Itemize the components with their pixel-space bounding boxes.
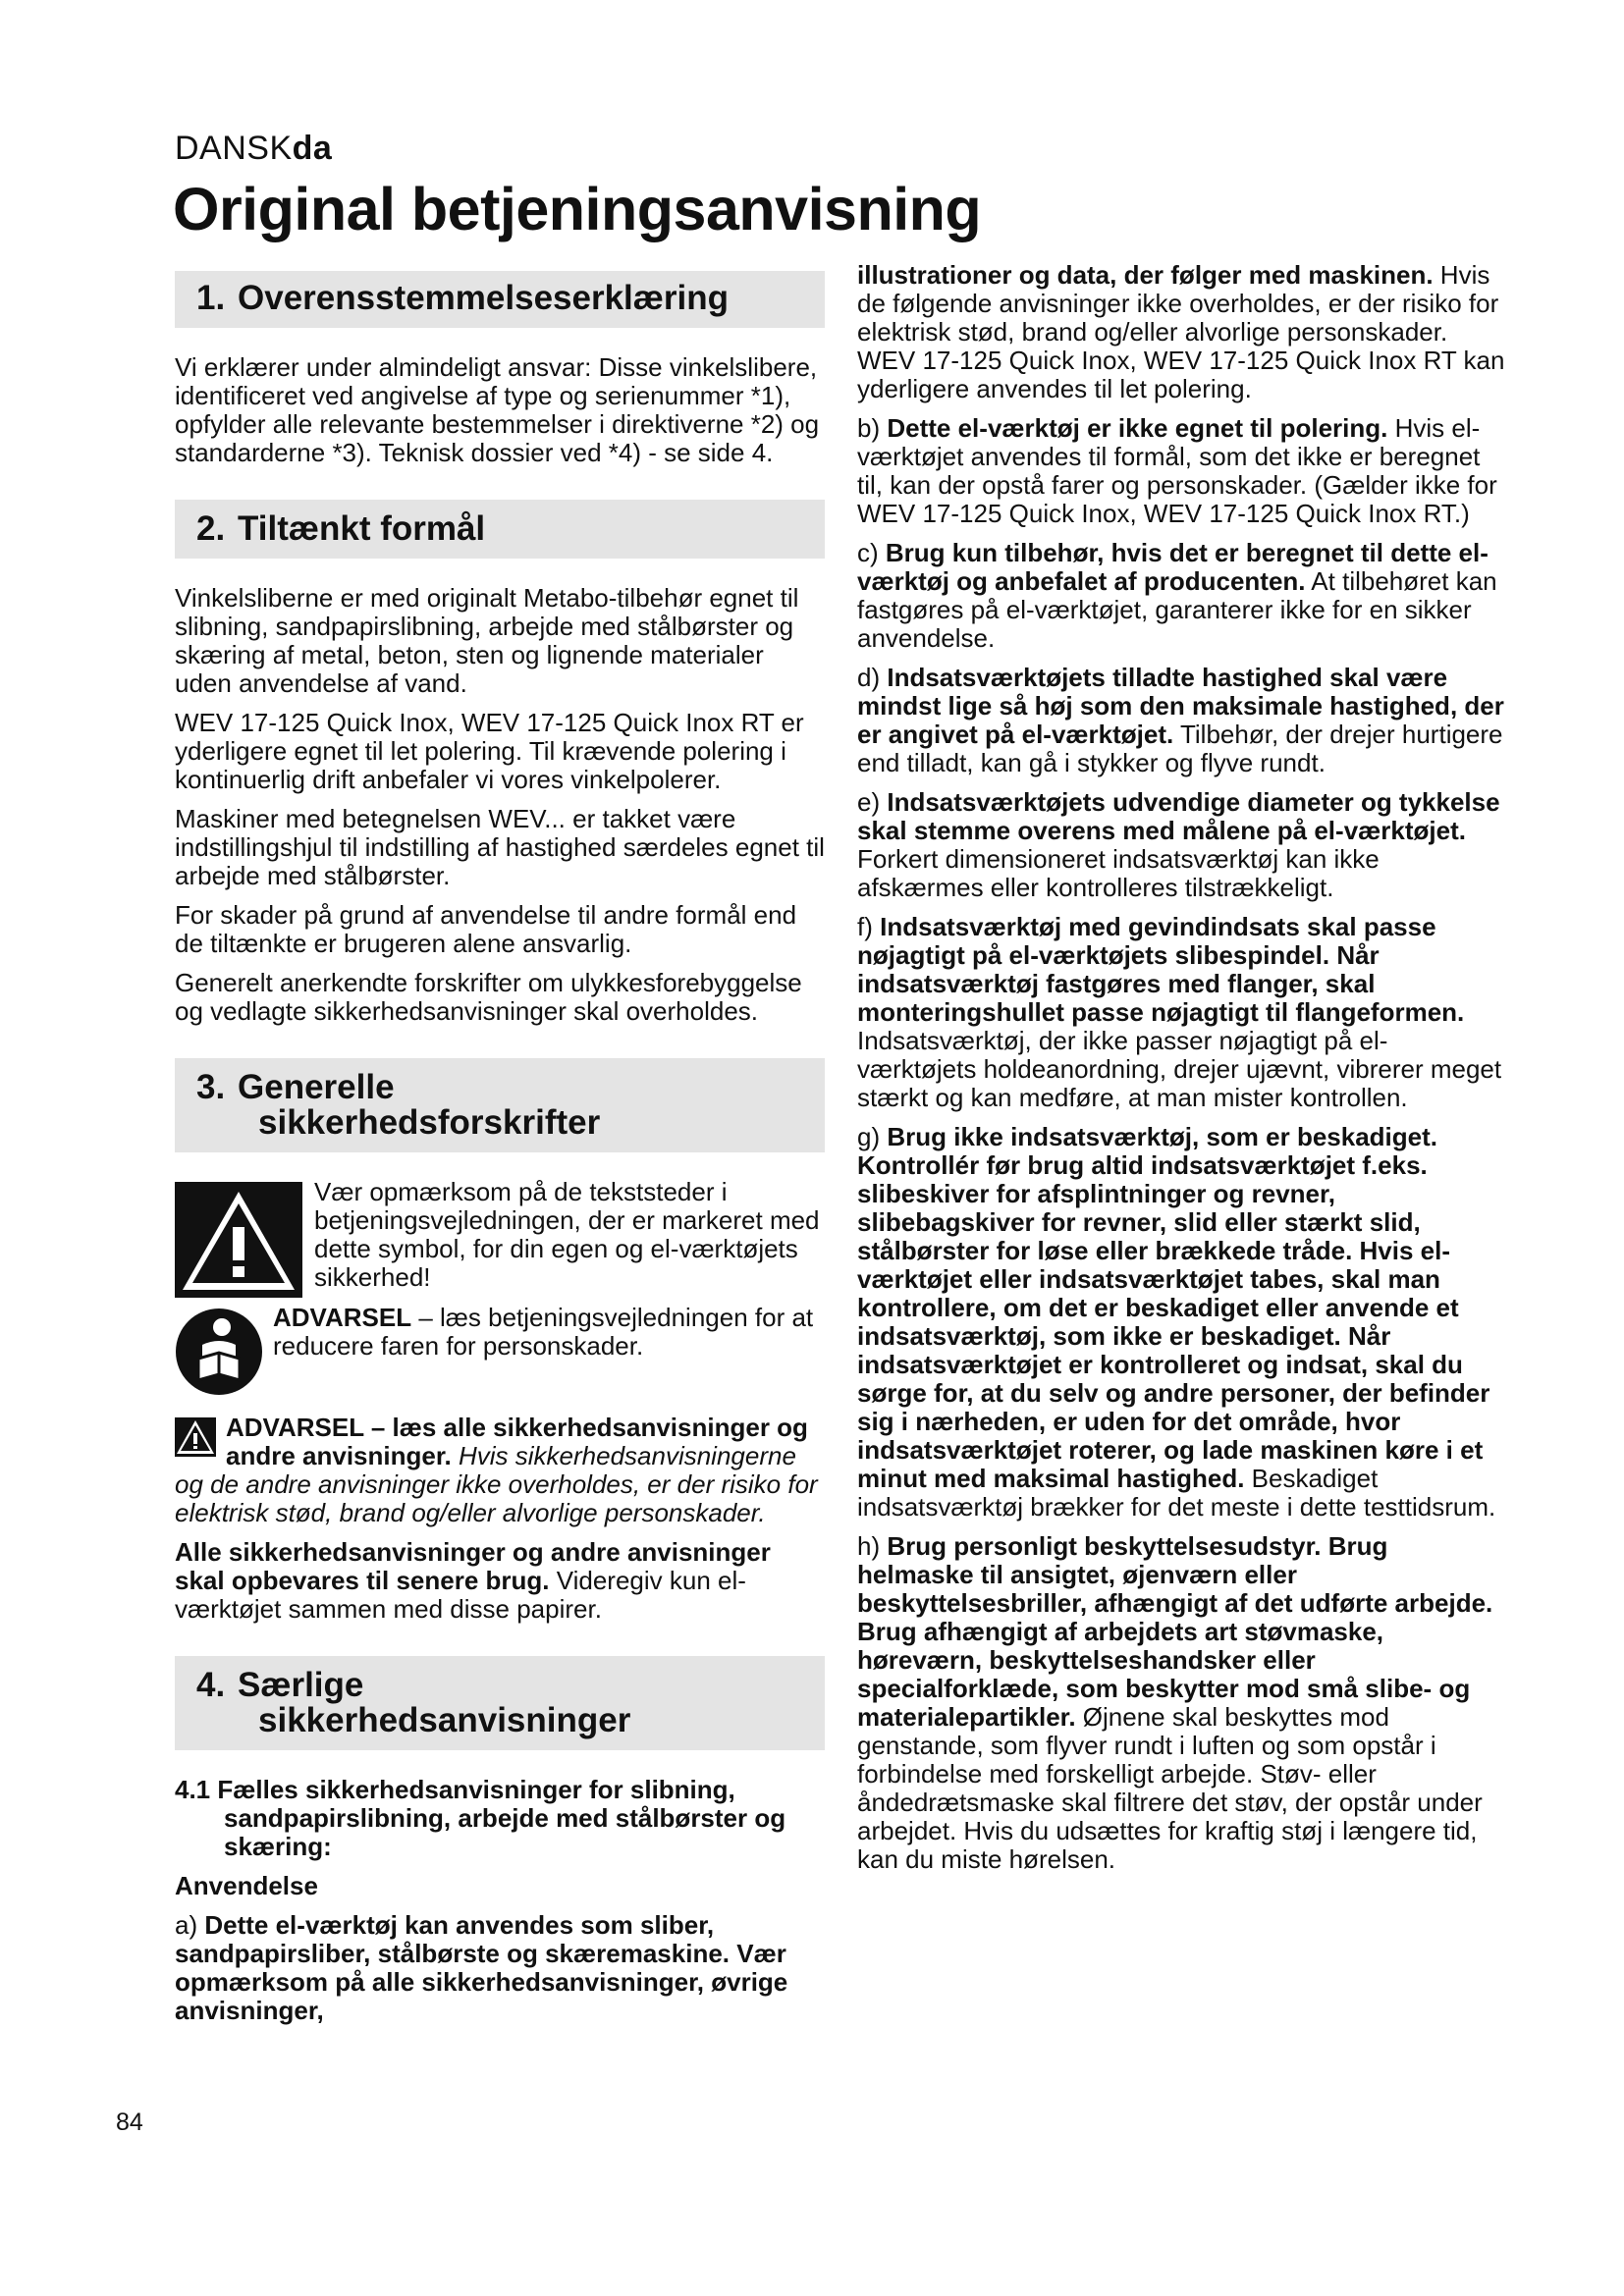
keep-instructions: Alle sikkerhedsanvisninger og andre anvisninger skal opbevares til senere brug. Videregiv kun el-værktøjet sammen med disse papirer. <box>175 1537 771 1624</box>
section-2-heading: 2. Tiltænkt formål <box>175 500 825 559</box>
section-3-heading: 3. Generelle sikkerhedsforskrifter <box>175 1058 825 1152</box>
item-c: c) Brug kun tilbehør, hvis det er beregnet til dette el-værktøj og anbefalet af producenten. At tilbehøret kan fastgøres på el-værktøjet, garanterer ikke for en sikker anvendelse. <box>857 538 1497 653</box>
warning-triangle-small-icon <box>175 1417 216 1457</box>
item-a-cont: illustrationer og data, der følger med maskinen. Hvis de følgende anvisninger ikke overholdes, er der risiko for elektrisk stød, brand og/eller alvorlige personskader. WEV 17-125 Quick Inox, WEV 17-125 Quick Inox RT kan yderligere anvendes til let polering. <box>857 260 1505 403</box>
page-title: Original betjeningsanvisning <box>173 176 982 242</box>
read-manual-icon <box>175 1308 263 1396</box>
language-code: da <box>292 130 333 167</box>
item-b: b) Dette el-værktøj er ikke egnet til polering. Hvis el-værktøjet anvendes til formål, som det ikke er beregnet til, kan der opstå farer og personskader. (Gælder ikke for WEV 17-125 Quick Inox, WEV 17-125 Quick Inox RT.) <box>857 413 1497 528</box>
item-g: g) Brug ikke indsatsværktøj, som er beskadiget. Kontrollér før brug altid indsatsværktøjet f.eks. slibeskiver for afsplintninger og revner, slibebagskiver for revner, slid eller stærkt slid, stålbørster for løse eller brækkede tråde. Hvis el-værktøjet eller indsatsværktøjet tabes, skal man kontrollere, om det er beskadiget eller anvende et indsatsværktøj, som ikke er beskadiget. Når indsatsværktøjet er kontrolleret og indsat, skal du sørge for, at du selv og andre personer, der befinder sig i nærheden, er uden for det område, hvor indsatsværktøjet roterer, og lade maskinen køre i et minut med maksimal hastighed. Beskadiget indsatsværktøj brækker for det meste i dette testtidsrum. <box>857 1122 1496 1522</box>
item-a: a) Dette el-værktøj kan anvendes som sliber, sandpapirsliber, stålbørste og skæremaskine. Vær opmærksom på alle sikkerhedsanvisninger, øvrige anvisninger, <box>175 1910 788 2025</box>
item-h: h) Brug personligt beskyttelsesudstyr. Brug helmaske til ansigtet, øjenværn eller beskyttelsesbriller, afhængigt af det udførte arbejde. Brug afhængigt af arbejdets art støvmaske, høreværn, beskyttelseshandsker eller specialforklæde, som beskytter mod små slibe- og materialepartikler. Øjnene skal beskyttes mod genstande, som flyver rundt i luften og som opstår i forbindelse med forskelligt arbejde. Støv- eller åndedrætsmaske skal filtrere det støv, der opstår under arbejdet. Hvis du udsættes for kraftig støj i længere tid, kan du miste hørelsen. <box>857 1531 1493 1874</box>
left-column <box>175 271 825 2036</box>
item-e: e) Indsatsværktøjets udvendige diameter og tykkelse skal stemme overens med målene på el-værktøjet. Forkert dimensioneret indsatsværktøj kan ikke afskærmes eller kontrolleres tilstrækkeligt. <box>857 787 1500 902</box>
language-name: DANSK <box>175 130 293 167</box>
section-2-p1: Vinkelsliberne er med originalt Metabo-tilbehør egnet til slibning, sandpapirslibning, arbejde med stålbørster og skæring af metal, beton, sten og lignende materialer uden anvendelse af vand. <box>175 583 799 698</box>
section-2-p2: WEV 17-125 Quick Inox, WEV 17-125 Quick Inox RT er yderligere egnet til let polering. Til krævende polering i kontinuerlig drift anbefaler vi vores vinkelpolerer. <box>175 708 804 794</box>
right-column <box>857 261 1505 1885</box>
language-label <box>175 130 332 168</box>
warning-symbol-note <box>175 1178 825 1298</box>
section-2-p3: Maskiner med betegnelsen WEV... er takket være indstillingshjul til indstilling af hastighed særdeles egnet til arbejde med stålbørster. <box>175 804 825 890</box>
usage-heading: Anvendelse <box>175 1871 318 1900</box>
section-1-text: Vi erklærer under almindeligt ansvar: Disse vinkelslibere, identificeret ved angivelse af type og serienummer *1), opfylder alle relevante bestemmelser i direktiverne *2) og standarderne *3). Teknisk dossier ved *4) - se side 4. <box>175 352 820 467</box>
warning-triangle-icon <box>175 1182 302 1298</box>
section-4-heading: 4. Særlige sikkerhedsanvisninger <box>175 1656 825 1750</box>
item-f: f) Indsatsværktøj med gevindindsats skal passe nøjagtigt på el-værktøjets slibespindel. Når indsatsværktøj fastgøres med flanger, skal monteringshullet passe nøjagtigt til flangeformen. Indsatsværktøj, der ikke passer nøjagtigt på el-værktøjets holdeanordning, drejer ujævnt, vibrerer meget stærkt og kan medføre, at man mister kontrollen. <box>857 912 1502 1112</box>
section-2-p5: Generelt anerkendte forskrifter om ulykkesforebyggelse og vedlagte sikkerhedsanvisninger skal overholdes. <box>175 968 802 1026</box>
section-2-p4: For skader på grund af anvendelse til andre formål end de tiltænkte er brugeren alene ansvarlig. <box>175 900 797 958</box>
section-1-heading: 1. Overensstemmelseserklæring <box>175 271 825 328</box>
warning-symbol-text: Vær opmærksom på de tekststeder i betjeningsvejledningen, der er markeret med dette symbol, for din egen og el-værktøjets sikkerhed! <box>314 1177 820 1292</box>
item-d: d) Indsatsværktøjets tilladte hastighed skal være mindst lige så høj som den maksimale hastighed, der er angivet på el-værktøjet. Tilbehør, der drejer hurtigere end tilladt, kan gå i stykker og flyve rundt. <box>857 663 1504 777</box>
page-number: 84 <box>116 2109 143 2136</box>
subsection-4-1: 4.1 Fælles sikkerhedsanvisninger for slibning, sandpapirslibning, arbejde med stålbørster og skæring: <box>175 1775 786 1861</box>
read-manual-note: ADVARSEL – læs betjeningsvejledningen for at reducere faren for personskader. <box>175 1304 825 1396</box>
general-warning: ADVARSEL – læs alle sikkerhedsanvisninger og andre anvisninger. Hvis sikkerhedsanvisningerne og de andre anvisninger ikke overholdes, er der risiko for elektrisk stød, brand og/eller alvorlige personskader. <box>175 1413 818 1527</box>
